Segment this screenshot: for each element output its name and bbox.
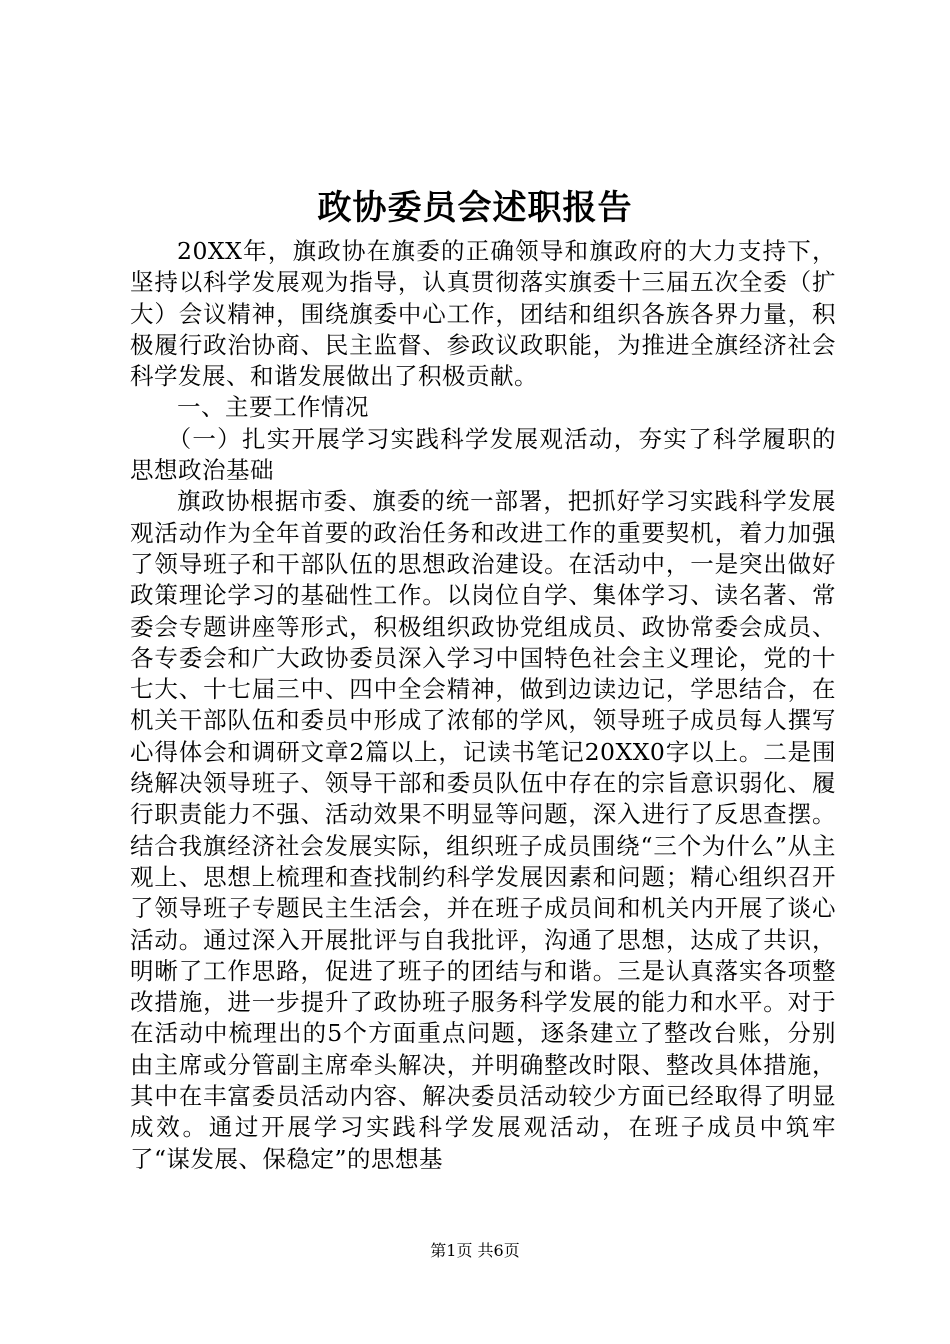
page-number: 第1页 共6页 (430, 1241, 520, 1260)
intro-paragraph: 20XX年，旗政协在旗委的正确领导和旗政府的大力支持下，坚持以科学发展观为指导，认真贯彻落实旗委十三届五次全委（扩大）会议精神，围绕旗委中心工作，团结和组织各族各界力量，积极履行政治协商、民主监督、参政议政职能，为推进全旗经济社会科学发展、和谐发展做出了积极贡献。 (130, 237, 836, 391)
subsection-heading: （一）扎实开展学习实践科学发展观活动，夯实了科学履职的思想政治基础 (130, 424, 836, 485)
body-paragraph: 旗政协根据市委、旗委的统一部署，把抓好学习实践科学发展观活动作为全年首要的政治任务和改进工作的重要契机，着力加强了领导班子和干部队伍的思想政治建设。在活动中，一是突出做好政策理论学习的基础性工作。以岗位自学、集体学习、读名著、常委会专题讲座等形式，积极组织政协党组成员、政协常委会成员、各专委会和广大政协委员深入学习中国特色社会主义理论，党的十七大、十七届三中、四中全会精神，做到边读边记，学思结合，在机关干部队伍和委员中形成了浓郁的学风，领导班子成员每人撰写心得体会和调研文章2篇以上，记读书笔记20XX0字以上。二是围绕解决领导班子、领导干部和委员队伍中存在的宗旨意识弱化、履行职责能力不强、活动效果不明显等问题，深入进行了反思查摆。结合我旗经济社会发展实际，组织班子成员围绕“三个为什么”从主观上、思想上梳理和查找制约科学发展因素和问题；精心组织召开了领导班子专题民主生活会，并在班子成员间和机关内开展了谈心活动。通过深入开展批评与自我批评，沟通了思想，达成了共识，明晰了工作思路，促进了班子的团结与和谐。三是认真落实各项整改措施，进一步提升了政协班子服务科学发展的能力和水平。对于在活动中梳理出的5个方面重点问题，逐条建立了整改台账，分别由主席或分管副主席牵头解决，并明确整改时限、整改具体措施，其中在丰富委员活动内容、解决委员活动较少方面已经取得了明显成效。通过开展学习实践科学发展观活动，在班子成员中筑牢了“谋发展、保稳定”的思想基 (130, 487, 836, 1173)
document-body (130, 236, 836, 1175)
page-title: 政协委员会述职报告 (317, 188, 633, 228)
section-heading: 一、主要工作情况 (177, 393, 369, 422)
